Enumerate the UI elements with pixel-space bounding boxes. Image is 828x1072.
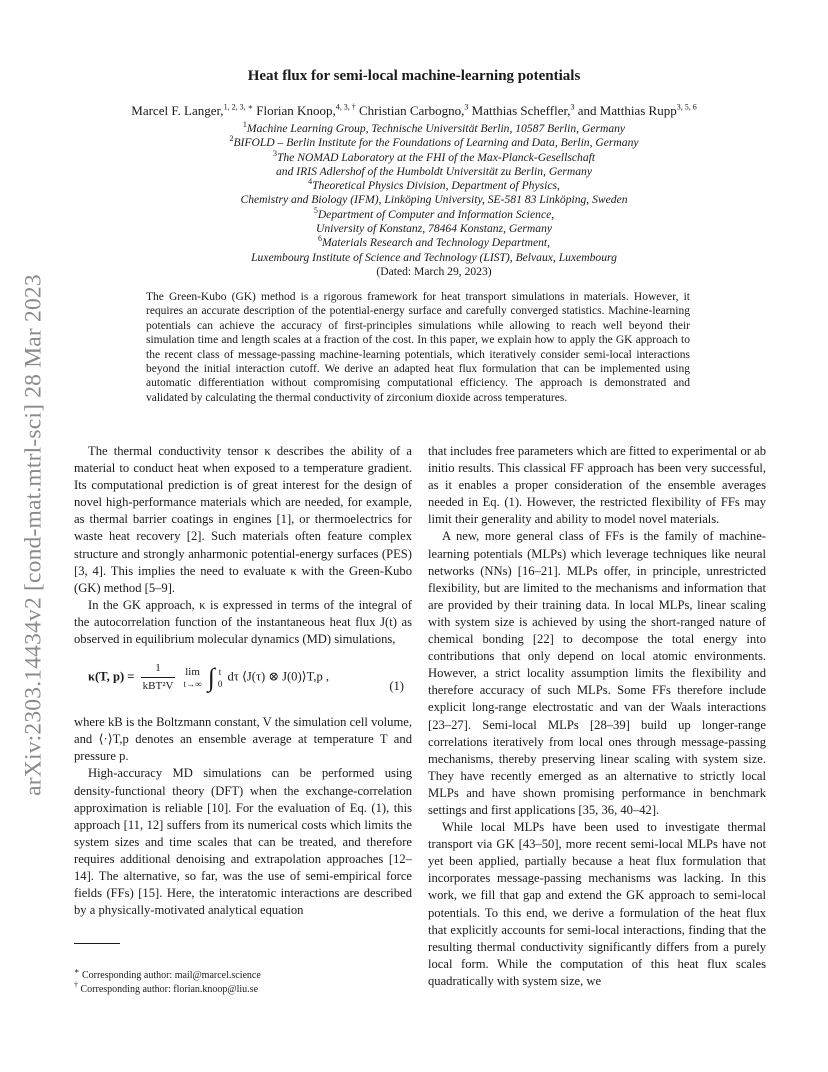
date-line: (Dated: March 29, 2023) bbox=[376, 264, 492, 278]
paragraph: that includes free parameters which are fitted to experimental or ab initio results. This classical FF approach has been very successful, as it enables a proper consideration of the ensemble averages needed in Eq. (1). However, the restricted flexibility of FFs may limit their generality and ability to model novel materials. bbox=[428, 444, 766, 527]
affiliation: Chemistry and Biology (IFM), Linköping University, SE-581 83 Linköping, Sweden bbox=[240, 193, 628, 207]
footnotes bbox=[74, 966, 414, 996]
footnote: ∗ Corresponding author: mail@marcel.science bbox=[74, 966, 261, 981]
affiliation: and IRIS Adlershof of the Humboldt Universität zu Berlin, Germany bbox=[275, 164, 592, 178]
affiliation: University of Konstanz, 78464 Konstanz, Germany bbox=[315, 222, 553, 236]
author-list bbox=[60, 103, 768, 119]
equation-number: (1) bbox=[389, 679, 404, 694]
author: Christian Carbogno,$^3$ bbox=[355, 102, 469, 118]
author: Florian Knoop,$^{4, 3, \dagger}$ bbox=[253, 102, 356, 118]
right-column bbox=[428, 443, 766, 990]
footnote-rule bbox=[74, 943, 120, 944]
paragraph: High-accuracy MD simulations can be performed using density-functional theory (DFT) when the exchange-correlation approximation is reliable [10]. For the evaluation of Eq. (1), this approach [11, 12] suffers from its numerical costs which limits the system sizes and time scales that can be treated, and therefore requires additional denoising and extrapolation approaches [12–14]. The alternative, so far, was the use of semi-empirical force fields (FFs) [15]. Here, the interatomic interactions are described by a physically-motivated analytical equation bbox=[74, 766, 412, 918]
affiliation: $^4$Theoretical Physics Division, Department of Physics, bbox=[308, 177, 560, 193]
paragraph: In the GK approach, κ is expressed in terms of the integral of the autocorrelation function of the instantaneous heat flux J(t) as observed in equilibrium molecular dynamics (MD) simulations, bbox=[74, 597, 412, 647]
paragraph: where kB is the Boltzmann constant, V the simulation cell volume, and ⟨·⟩T,p denotes an ensemble average at temperature T and pressure p. bbox=[74, 715, 412, 764]
author: Matthias Scheffler,$^3$ bbox=[468, 102, 575, 118]
integrand: dτ ⟨J(τ) ⊗ J(0)⟩T,p , bbox=[227, 669, 330, 684]
paragraph: A new, more general class of FFs is the family of machine-learning potentials (MLPs) which leverage techniques like neural networks (NNs) [16–21]. MLPs offer, in principle, unrestricted flexibility, but are limited to the mechanisms and information that are provided by their training data. In local MLPs, linear scaling with system size is achieved by using the short-ranged nature of chemical bonding [22] to decompose the total energy into contributions that only depend on local atomic environments. However, a strict locality assumption limits the flexibility and therefore accuracy of such MLPs. Some FFs therefore include explicit long-range electrostatic and van der Waals interactions [23–27]. Semi-local MLPs [28–39] build up longer-range correlations iteratively from local ones through message-passing mechanisms, thereby preserving linear scaling with system size. They have recently emerged as an alternative to strictly local MLPs and have shown promising performance in benchmark settings and first applications [35, 36, 40–42]. bbox=[428, 529, 766, 817]
limit: lim t→∞ bbox=[183, 665, 202, 689]
affiliation: $^6$Materials Research and Technology Department, bbox=[317, 234, 551, 250]
author: Marcel F. Langer,$^{1, 2, 3, ∗}$ bbox=[131, 102, 253, 118]
affiliation: $^1$Machine Learning Group, Technische Universität Berlin, 10587 Berlin, Germany bbox=[242, 120, 626, 135]
author: and Matthias Rupp$^{3, 5, 6}$ bbox=[574, 102, 697, 118]
affiliation: $^3$The NOMAD Laboratory at the FHI of the Max-Planck-Gesellschaft bbox=[272, 148, 596, 164]
abstract: The Green-Kubo (GK) method is a rigorous framework for heat transport simulations in materials. However, it requires an accurate description of the potential-energy surface and carefully converged statistics. Machine-learning potentials can achieve the accuracy of first-principles simulations while allowing to reach well beyond their simulation time and length scales at a fraction of the cost. In this paper, we explain how to apply the GK approach to the recent class of message-passing machine-learning potentials, which iteratively consider semi-local interactions beyond the initial interaction cutoff. We derive an adapted heat flux formulation that can be implemented using automatic differentiation without compromising computational efficiency. The approach is demonstrated and validated by calculating the thermal conductivity of zirconium dioxide across temperatures. bbox=[146, 291, 690, 404]
affiliation: $^5$Department of Computer and Information Science, bbox=[313, 205, 555, 221]
integral-sign: ∫ bbox=[207, 663, 215, 693]
affiliation: $^2$BIFOLD – Berlin Institute for the Foundations of Learning and Data, Berlin, Germany bbox=[229, 134, 639, 150]
integral-bounds: t 0 bbox=[217, 666, 223, 689]
equation-1 bbox=[74, 652, 412, 710]
paper-title: Heat flux for semi-local machine-learning potentials bbox=[247, 68, 581, 84]
equation-lhs: κ(T, p) = bbox=[88, 669, 135, 684]
arxiv-id: arXiv:2303.14434v2 [cond-mat.mtrl-sci] 28 Mar 2023 bbox=[20, 274, 47, 796]
paragraph: While local MLPs have been used to investigate thermal transport via GK [43–50], more recent semi-local MLPs have not yet been applied, partially because a heat flux formulation that incorporates message-passing mechanisms was lacking. In this work, we fill that gap and extend the GK approach to semi-local potentials. To this end, we derive a formulation of the heat flux that explicitly accounts for semi-local interactions, finding that the resulting thermal conductivity significantly differs from a purely local form. While the computation of this heat flux scales quadratically with system size, we bbox=[428, 820, 766, 988]
arxiv-sidebar-stamp bbox=[14, 235, 54, 835]
footnote: † Corresponding author: florian.knoop@liu.se bbox=[74, 980, 259, 995]
paragraph: The thermal conductivity tensor κ describes the ability of a material to conduct heat when exposed to a temperature gradient. Its computational prediction is of great interest for the design of novel high-performance materials which are needed, for example, as thermal barrier coatings in engines [1], or thermoelectrics for waste heat recovery [2]. Such materials often feature complex structure and strongly anharmonic potential-energy surfaces (PES) [3, 4]. This implies the need to evaluate κ with the Green-Kubo (GK) method [5–9]. bbox=[74, 444, 412, 595]
fraction: $\frac{1}{\text{kBT²V}}$ bbox=[142, 662, 174, 693]
left-column bbox=[74, 443, 412, 919]
affiliation-list bbox=[100, 122, 768, 279]
affiliation: Luxembourg Institute of Science and Technology (LIST), Belvaux, Luxembourg bbox=[251, 250, 617, 264]
